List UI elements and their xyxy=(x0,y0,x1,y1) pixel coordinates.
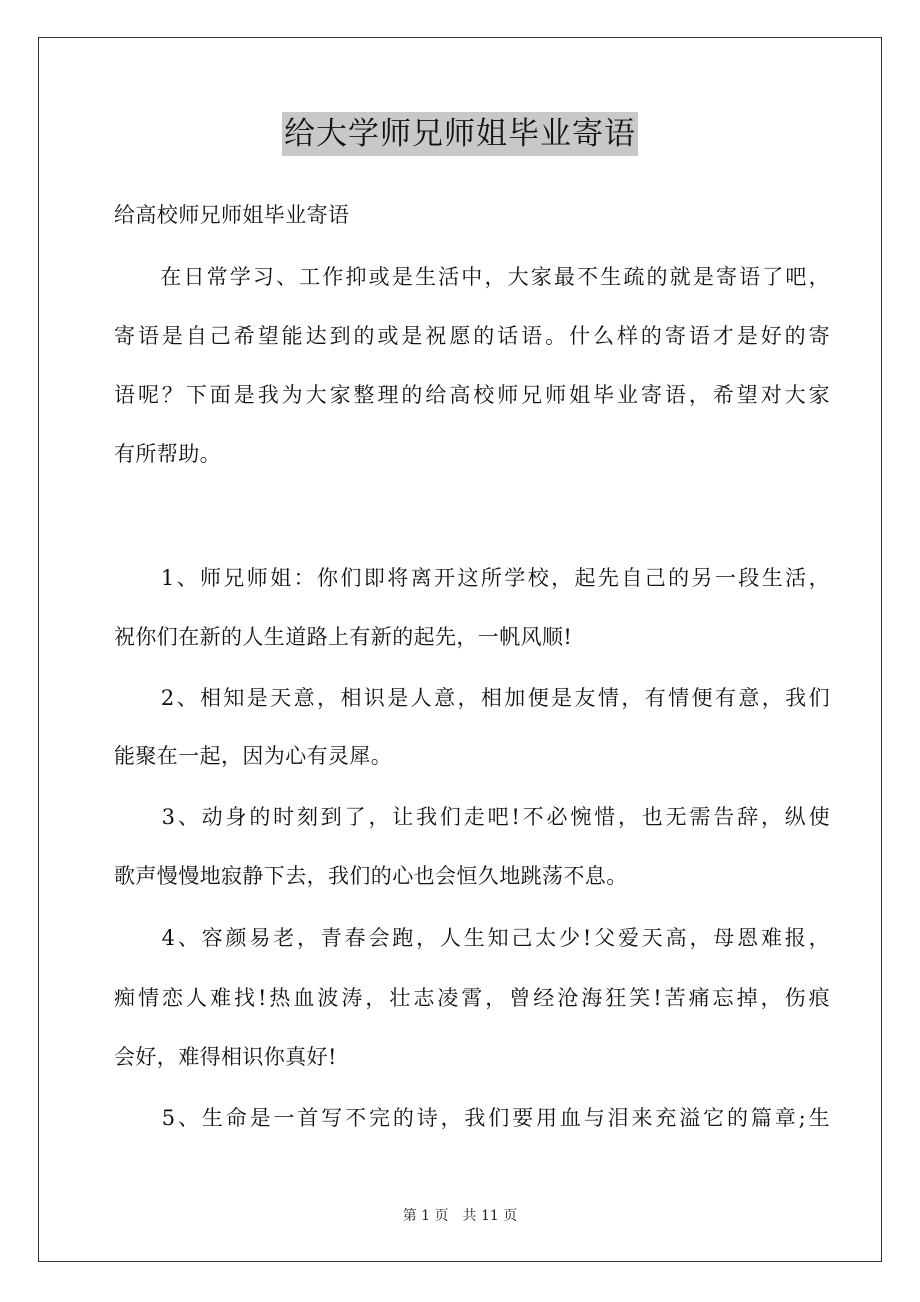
body-line: 痴情恋人难找!热血波涛，壮志凌霄，曾经沧海狂笑!苦痛忘掉，伤痕 xyxy=(114,986,830,1010)
body-line: 寄语是自己希望能达到的或是祝愿的话语。什么样的寄语才是好的寄 xyxy=(114,324,830,348)
document-title: 给大学师兄师姐毕业寄语 xyxy=(282,112,638,156)
page-number: 第 1 页 共 11 页 xyxy=(402,1208,518,1224)
title-container xyxy=(0,112,920,156)
body-line: 5、生命是一首写不完的诗，我们要用血与泪来充溢它的篇章;生 xyxy=(114,1106,830,1130)
body-line: 能聚在一起，因为心有灵犀。 xyxy=(114,744,393,768)
body-line: 3、动身的时刻到了，让我们走吧!不必惋惜，也无需告辞，纵使 xyxy=(114,805,830,829)
body-line: 歌声慢慢地寂静下去，我们的心也会恒久地跳荡不息。 xyxy=(114,864,628,888)
body-line: 1、师兄师姐：你们即将离开这所学校，起先自己的另一段生活， xyxy=(114,566,830,590)
body-line: 有所帮助。 xyxy=(114,442,221,466)
document-subtitle: 给高校师兄师姐毕业寄语 xyxy=(114,203,350,227)
body-line: 在日常学习、工作抑或是生活中，大家最不生疏的就是寄语了吧， xyxy=(114,265,830,289)
body-line: 会好，难得相识你真好! xyxy=(114,1045,337,1069)
body-line: 2、相知是天意，相识是人意，相加便是友情，有情便有意，我们 xyxy=(114,686,830,710)
body-line: 祝你们在新的人生道路上有新的起先，一帆风顺! xyxy=(114,625,573,649)
body-line: 语呢？下面是我为大家整理的给高校师兄师姐毕业寄语，希望对大家 xyxy=(114,383,830,407)
body-line: 4、容颜易老，青春会跑，人生知己太少!父爱天高，母恩难报， xyxy=(114,926,830,950)
